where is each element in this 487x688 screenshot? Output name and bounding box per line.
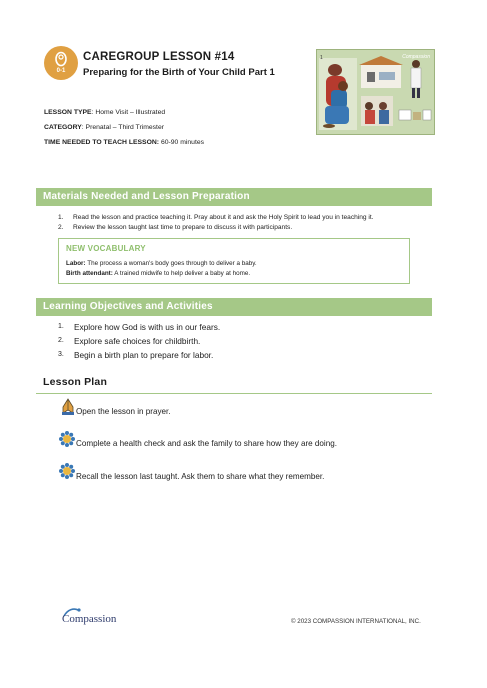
- list-item-text: Explore safe choices for childbirth.: [74, 336, 201, 346]
- vocabulary-term: [66, 270, 250, 277]
- compassion-logo: [62, 604, 117, 625]
- badge-label: 0-1: [56, 68, 66, 74]
- list-item-number: 3.: [58, 351, 64, 358]
- sun-flower-icon: [59, 431, 75, 452]
- list-item-number: 2.: [58, 337, 64, 344]
- vocabulary-term-name: Labor:: [66, 260, 86, 267]
- list-item-text: Review the lesson taught last time to prepare to discuss it with participants.: [73, 224, 293, 231]
- list-item-number: 2.: [58, 224, 64, 231]
- lesson-time-key: TIME NEEDED TO TEACH LESSON:: [44, 139, 160, 146]
- lesson-category-key: CATEGORY: [44, 124, 82, 131]
- lesson-time: [44, 139, 204, 146]
- lesson-illustration[interactable]: [316, 49, 435, 135]
- list-item-text: Begin a birth plan to prepare for labor.: [74, 350, 214, 360]
- lesson-plan-heading: Lesson Plan: [43, 376, 108, 388]
- lesson-type-key: LESSON TYPE: [44, 109, 92, 116]
- copyright-notice: © 2023 COMPASSION INTERNATIONAL, INC.: [291, 618, 421, 625]
- vocabulary-title: NEW VOCABULARY: [66, 244, 146, 253]
- lesson-step: Recall the lesson last taught. Ask them to share what they remember.: [76, 472, 325, 481]
- compassion-logo-text: Compassion: [62, 613, 117, 625]
- sun-flower-icon: [59, 463, 75, 484]
- lesson-plan-divider: [36, 393, 432, 394]
- vocabulary-box: [58, 238, 410, 284]
- vocabulary-term-definition: The process a woman's body goes through to deliver a baby.: [85, 260, 257, 267]
- lesson-category-value: : Prenatal – Third Trimester: [81, 124, 164, 131]
- praying-hands-icon: [60, 398, 76, 421]
- vocabulary-term-name: Birth attendant:: [66, 270, 113, 277]
- objectives-section-heading: Learning Objectives and Activities: [36, 298, 432, 316]
- lesson-subtitle: Preparing for the Birth of Your Child Part 1: [83, 67, 275, 78]
- lesson-step: Complete a health check and ask the family to share how they are doing.: [76, 439, 337, 448]
- list-item-number: 1.: [58, 214, 64, 221]
- list-item-text: Read the lesson and practice teaching it. Pray about it and ask the Holy Spirit to lead you in teaching it.: [73, 214, 374, 221]
- lesson-time-value: 60-90 minutes: [159, 139, 205, 146]
- list-item-number: 1.: [58, 323, 64, 330]
- lesson-type-value: : Home Visit – Illustrated: [91, 109, 166, 116]
- lesson-category: [44, 124, 164, 131]
- list-item-text: Explore how God is with us in our fears.: [74, 322, 221, 332]
- illustration-art: [317, 50, 434, 134]
- lesson-badge-icon: [44, 46, 78, 80]
- lesson-type: [44, 109, 165, 116]
- vocabulary-term: [66, 260, 257, 267]
- vocabulary-term-definition: A trained midwife to help deliver a baby at home.: [112, 270, 251, 277]
- lesson-step: Open the lesson in prayer.: [76, 407, 171, 416]
- lesson-title: CAREGROUP LESSON #14: [83, 51, 235, 63]
- materials-section-heading: Materials Needed and Lesson Preparation: [36, 188, 432, 206]
- illustration-panel-number: 1: [320, 55, 323, 61]
- illustration-brand: Compassion: [402, 54, 430, 60]
